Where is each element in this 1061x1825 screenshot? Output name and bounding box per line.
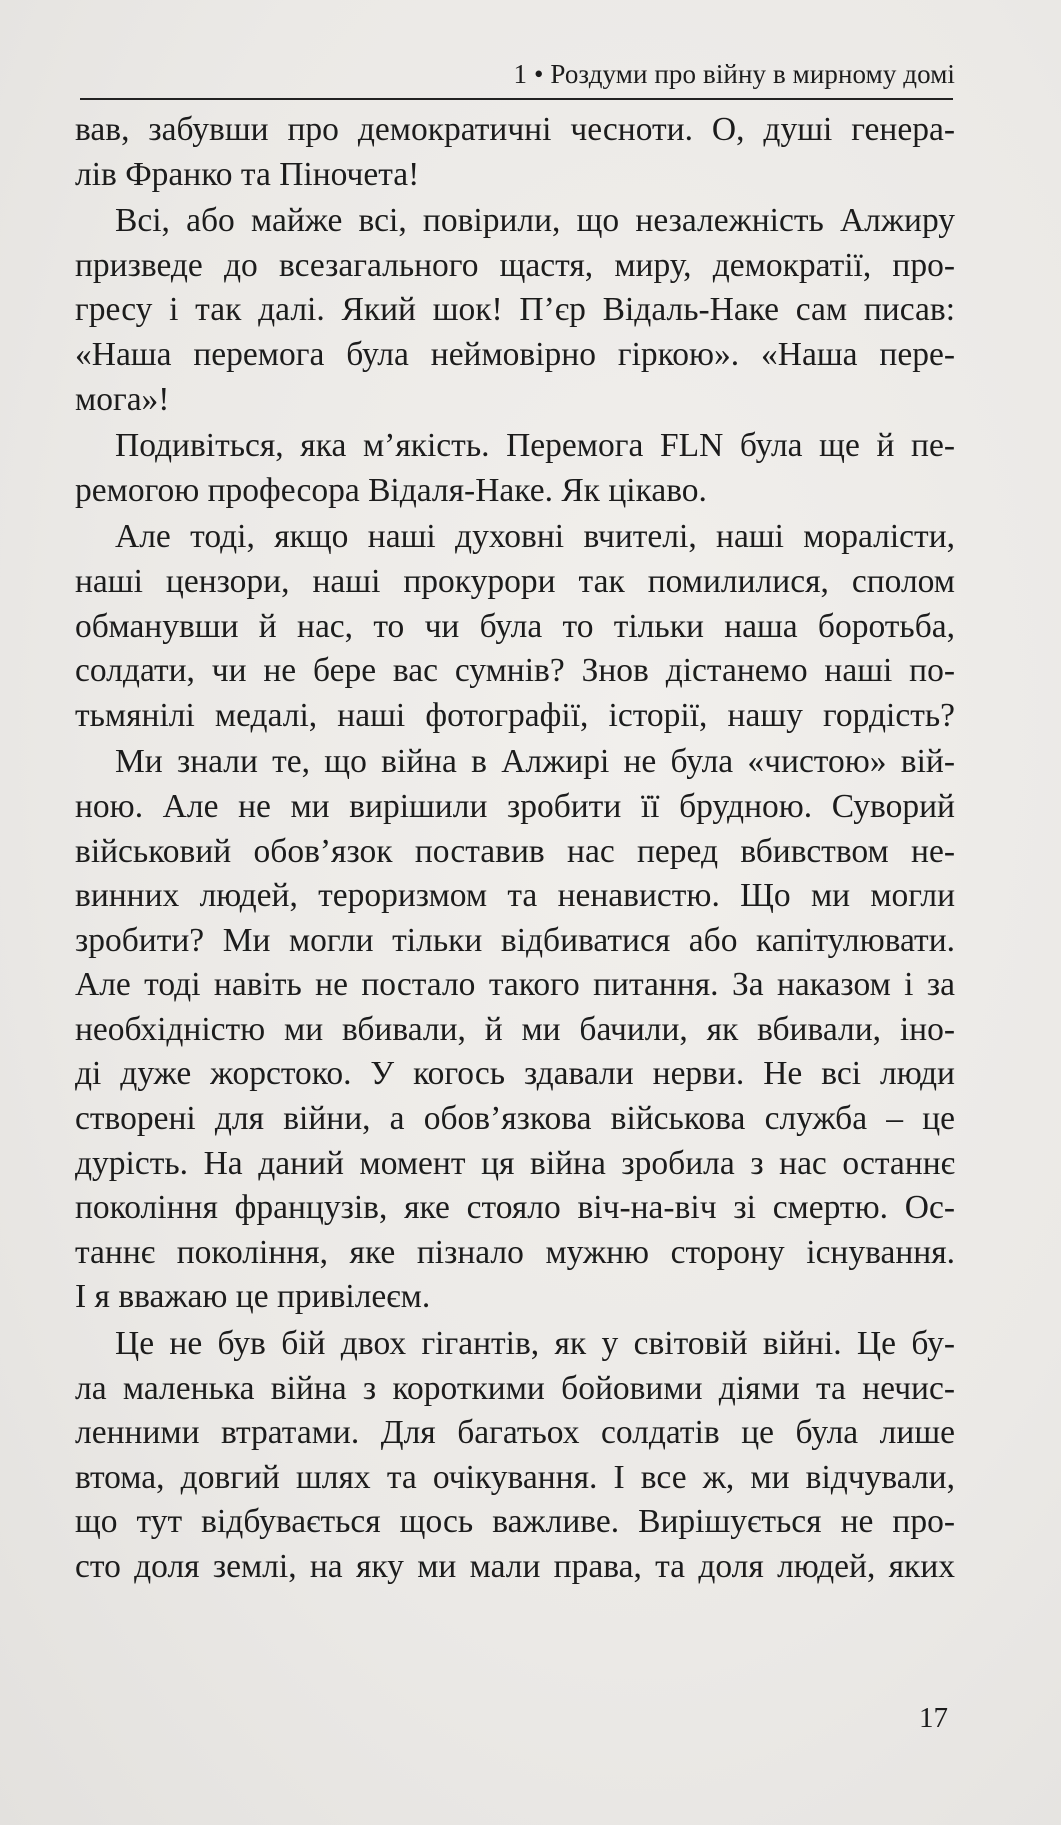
paragraph (75, 108, 955, 197)
paragraph (75, 424, 955, 513)
paragraph (75, 515, 955, 738)
text-line: обманувши й нас, то чи була то тільки наша боротьба, (75, 607, 955, 645)
text-line: І я вважаю це привілеєм. (75, 1278, 431, 1316)
text-line: Ми знали те, що війна в Алжирі не була «чистою» вій- (115, 743, 955, 781)
text-line: винних людей, тероризмом та ненавистю. Що ми могли (75, 877, 955, 915)
text-line: Подивіться, яка м’якість. Перемога FLN була ще й пе- (115, 427, 955, 465)
text-line: зробити? Ми могли тільки відбиватися або капітулювати. (75, 921, 955, 959)
text-line: мога»! (75, 380, 170, 418)
text-line: покоління французів, яке стояло віч-на-віч зі смертю. Ос- (75, 1189, 955, 1227)
text-line: призведе до всезагального щастя, миру, демократії, про- (75, 246, 955, 284)
text-line: «Наша перемога була неймовірно гіркою». «Наша пере- (75, 335, 955, 373)
text-line: таннє покоління, яке пізнало мужню сторону існування. (75, 1233, 955, 1271)
body-text (75, 108, 955, 1590)
text-line: сто доля землі, на яку ми мали права, та доля людей, яких (75, 1548, 955, 1585)
text-line: військовий обов’язок поставив нас перед вбивством не- (75, 832, 955, 870)
paragraph (75, 199, 955, 422)
text-line: тьмянілі медалі, наші фотографії, історії, нашу гордість? (75, 696, 955, 734)
text-line: ною. Але не ми вирішили зробити її брудною. Суворий (75, 787, 955, 825)
text-line: ла маленька війна з короткими бойовими діями та нечис- (75, 1369, 955, 1407)
running-head: 1 • Роздуми про війну в мирному домі (513, 59, 955, 89)
text-line: необхідністю ми вбивали, й ми бачили, як вбивали, іно- (75, 1010, 955, 1048)
text-line: втома, довгий шлях та очікування. І все ж, ми відчували, (75, 1458, 955, 1496)
text-line: наші цензори, наші прокурори так помилилися, сполом (75, 562, 955, 600)
text-line: дурість. На даний момент ця війна зробила з нас останнє (75, 1144, 955, 1182)
page-number: 17 (919, 1702, 948, 1734)
text-line: ді дуже жорстоко. У когось здавали нерви. Не всі люди (75, 1055, 955, 1093)
text-line: що тут відбувається щось важливе. Вирішується не про- (75, 1503, 955, 1541)
paragraph (75, 740, 955, 1320)
text-line: вав, забувши про демократичні чесноти. О, душі генера- (75, 111, 955, 148)
text-line: ленними втратами. Для багатьох солдатів це була лише (75, 1414, 955, 1452)
header-rule (80, 98, 953, 100)
paragraph (75, 1322, 955, 1590)
text-line: Всі, або майже всі, повірили, що незалежність Алжиру (115, 202, 955, 240)
text-line: Але тоді навіть не постало такого питання. За наказом і за (75, 966, 955, 1004)
text-line: лів Франко та Піночета! (75, 155, 420, 193)
text-line: Але тоді, якщо наші духовні вчителі, наші моралісти, (115, 518, 955, 556)
text-line: створені для війни, а обов’язкова військова служба – це (75, 1100, 955, 1138)
text-line: солдати, чи не бере вас сумнів? Знов дістанемо наші по- (75, 652, 955, 690)
text-line: Це не був бій двох гігантів, як у світовій війні. Це бу- (115, 1325, 955, 1363)
text-line: ремогою професора Відаля-Наке. Як цікаво. (75, 471, 707, 509)
text-line: гресу і так далі. Який шок! П’єр Відаль-Наке сам писав: (75, 291, 955, 329)
